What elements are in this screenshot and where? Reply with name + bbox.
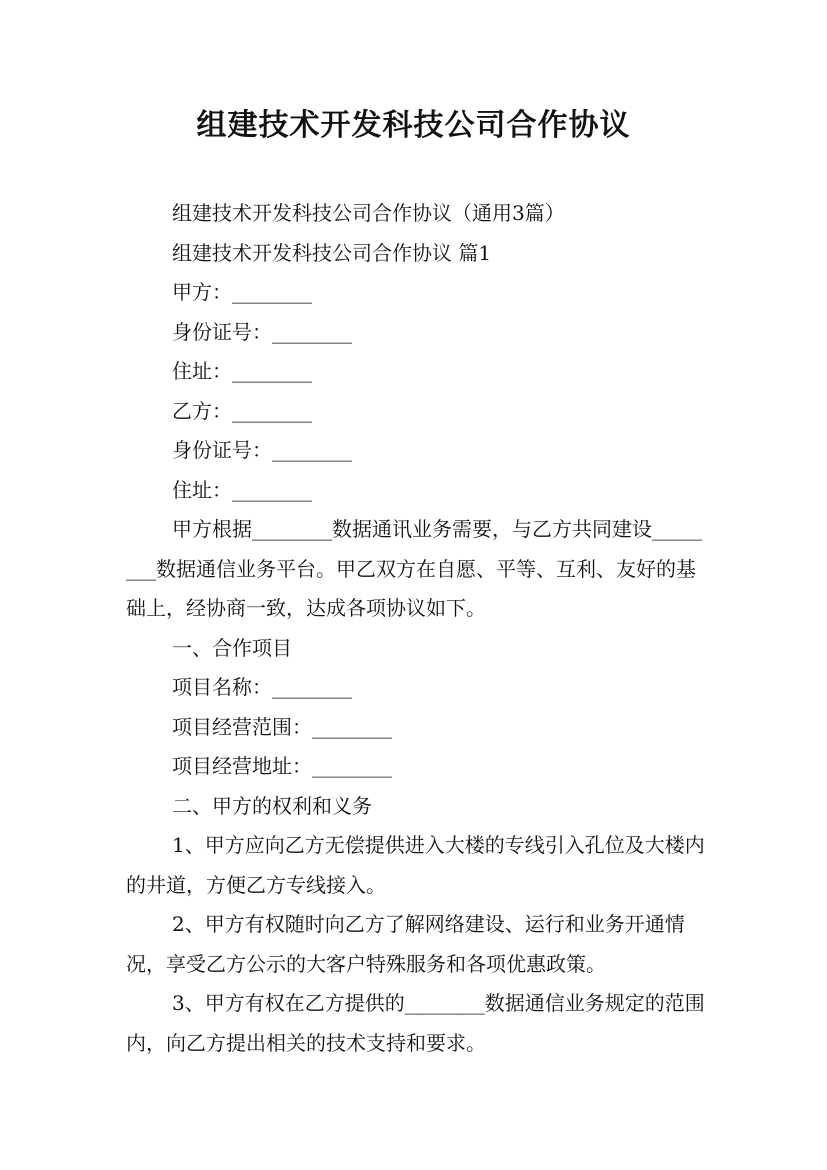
project-name-field: 项目名称：________ [172,675,352,699]
party-b-id-field: 身份证号：________ [172,438,352,462]
clause-1-paragraph: 1、甲方应向乙方无偿提供进入大楼的专线引入孔位及大楼内的井道，方便乙方专线接入。 [126,833,705,897]
project-address-field: 项目经营地址：________ [172,754,392,778]
document-title: 组建技术开发科技公司合作协议 [196,108,631,143]
section-1-heading: 一、合作项目 [172,635,292,660]
document-body [126,194,706,1063]
party-b-address-field: 住址：________ [172,477,312,502]
project-scope-field: 项目经营范围：________ [172,714,392,739]
party-b-field: 乙方：________ [172,398,312,423]
clause-2-paragraph: 2、甲方有权随时向乙方了解网络建设、运行和业务开通情况，享受乙方公示的大客户特殊服务和各项优惠政策。 [126,912,685,976]
party-a-id-field: 身份证号：________ [172,319,352,344]
party-a-address-field: 住址：________ [172,359,312,383]
subtitle-paragraph: 组建技术开发科技公司合作协议（通用3篇） [172,201,565,225]
section-2-heading: 二、甲方的权利和义务 [172,793,372,818]
party-a-field: 甲方：________ [172,280,312,304]
intro-paragraph: 甲方根据________数据通讯业务需要，与乙方共同建设________数据通信业务平台。甲乙双方在自愿、平等、互利、友好的基础上，经协商一致，达成各项协议如下。 [126,517,702,620]
section-heading: 组建技术开发科技公司合作协议 篇1 [172,240,492,265]
clause-3-paragraph: 3、甲方有权在乙方提供的________数据通信业务规定的范围内，向乙方提出相关的技术支持和要求。 [126,991,705,1055]
